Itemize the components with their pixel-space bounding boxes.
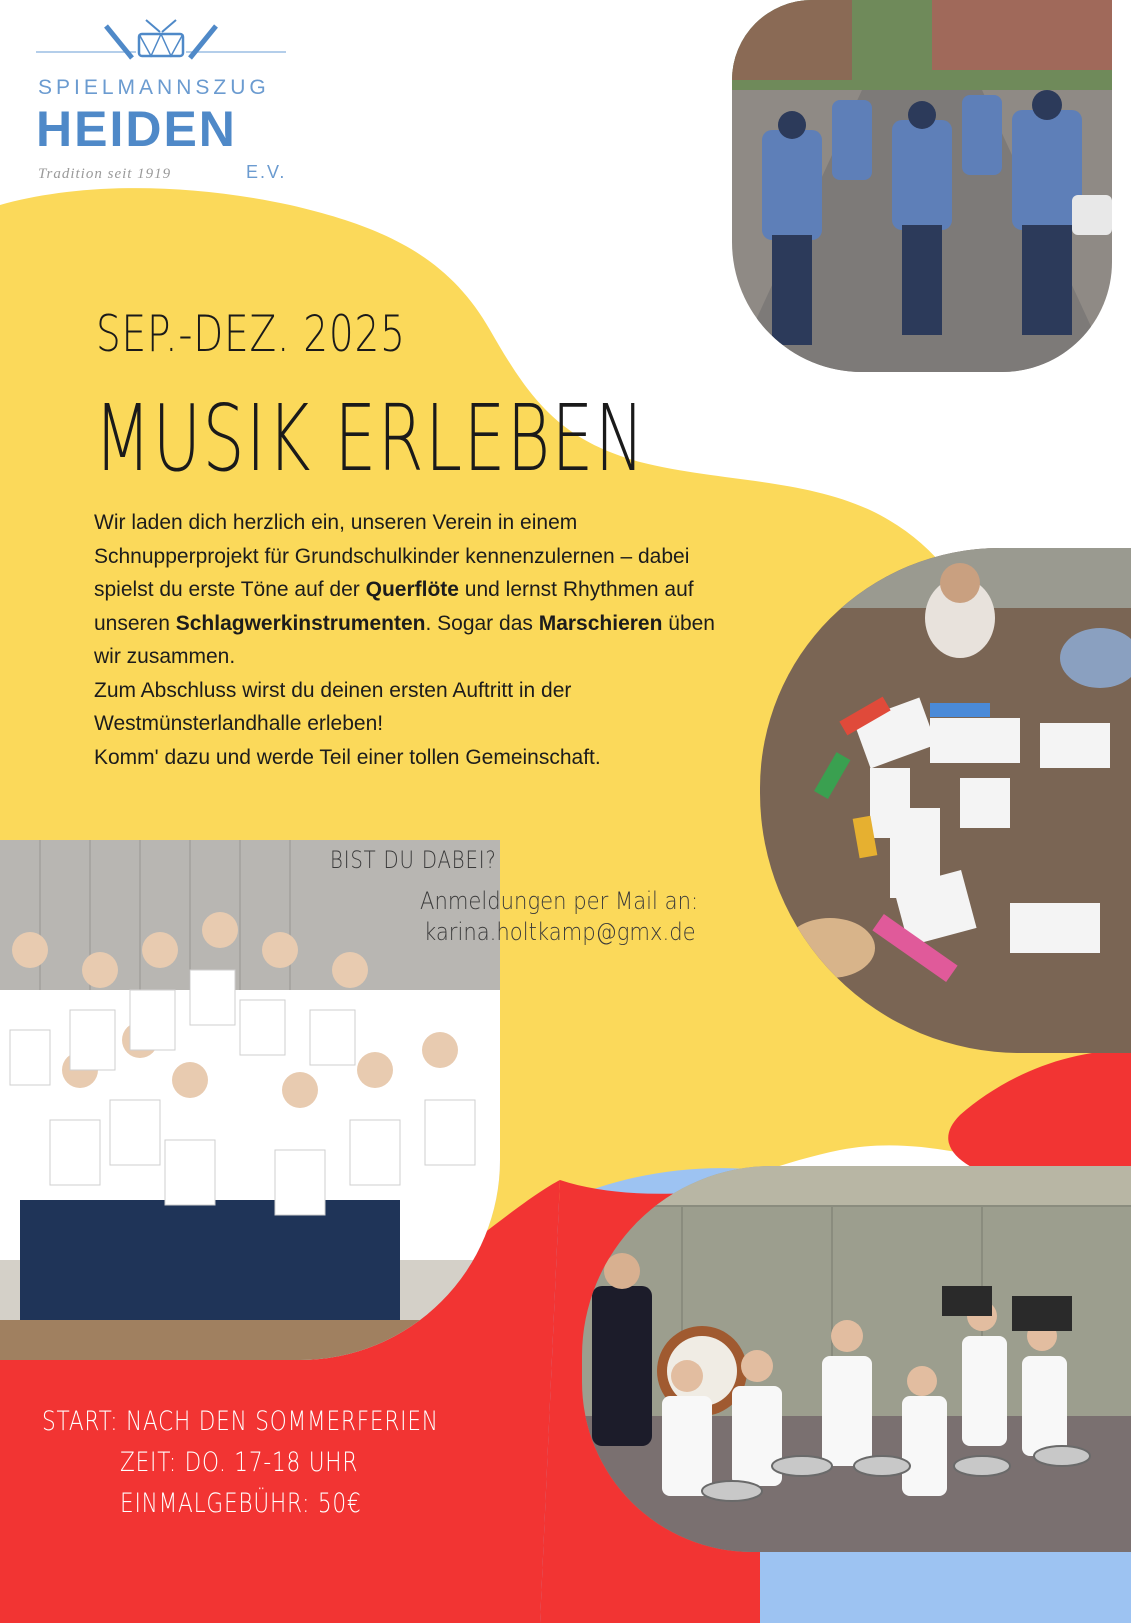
logo-tagline: Tradition seit 1919 <box>38 166 172 182</box>
drum-emblem-icon <box>36 18 286 64</box>
intro-text-6: Komm' dazu und werde Teil einer tollen Gemeinschaft. <box>94 745 601 769</box>
intro-text-5: Zum Abschluss wirst du deinen ersten Auftritt in der Westmünsterlandhalle erleben! <box>94 678 572 735</box>
intro-bold-querfloete: Querflöte <box>365 578 459 601</box>
detail-fee: EINMALGEBÜHR: 50€ <box>120 1488 362 1519</box>
cta-question: BIST DU DABEI? <box>330 846 497 874</box>
intro-text-2: und lernst Rhythmen auf unseren <box>94 578 694 635</box>
intro-text-1: Wir laden dich herzlich ein, unseren Verein in einem Schnupperprojekt für Grundschulkinder kennenzulernen – dabei spielst du erste Töne auf der <box>94 511 690 601</box>
cta-registration: Anmeldungen per Mail an: <box>420 887 699 915</box>
intro-bold-marschieren: Marschieren <box>538 611 663 635</box>
photo-marching-band <box>732 0 1112 372</box>
intro-text-3: . Sogar das <box>425 611 539 635</box>
date-range: SEP.-DEZ. 2025 <box>96 305 406 363</box>
intro-bold-schlagwerk: Schlagwerkinstrumenten <box>175 611 426 635</box>
logo <box>36 18 286 188</box>
detail-time: ZEIT: DO. 17-18 UHR <box>120 1447 359 1478</box>
page-title: MUSIK ERLEBEN <box>94 385 646 492</box>
intro-text-4: üben wir zusammen. <box>94 611 715 668</box>
logo-small-text: SPIELMANNSZUG <box>38 76 270 99</box>
logo-big-text: HEIDEN <box>36 101 237 157</box>
logo-ev: E.V. <box>246 162 287 182</box>
intro-paragraph <box>94 506 734 774</box>
photo-drumming-children <box>582 1166 1131 1552</box>
cta-email-link[interactable]: karina.holtkamp@gmx.de <box>424 918 696 946</box>
detail-start: START: NACH DEN SOMMERFERIEN <box>42 1406 439 1437</box>
